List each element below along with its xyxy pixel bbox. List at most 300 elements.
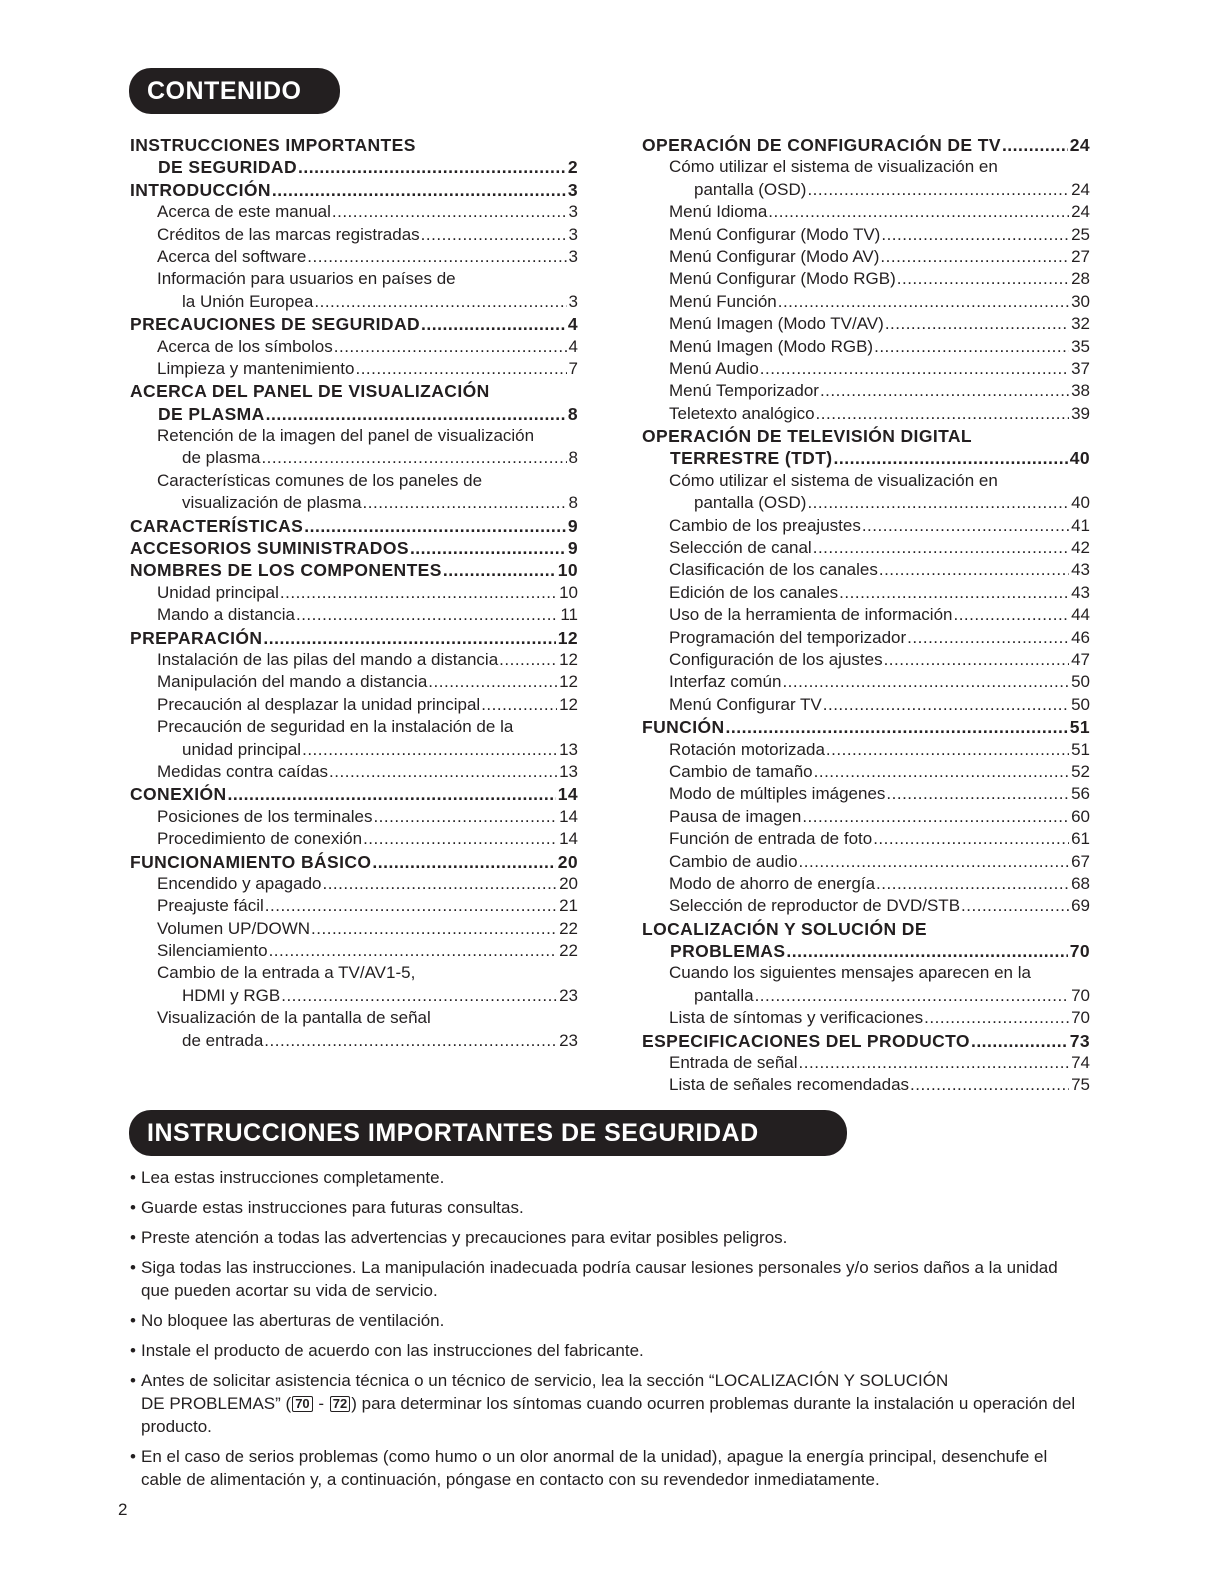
toc-subsection[interactable] (130, 895, 578, 917)
safety-item: • No bloquee las aberturas de ventilación. (130, 1309, 1090, 1332)
dot-leader (410, 537, 566, 559)
toc-entry-title: Rotación motorizada (669, 739, 825, 759)
toc-entry-page: 11 (560, 605, 578, 625)
toc-subsection[interactable] (130, 649, 578, 671)
dot-leader (953, 604, 1069, 626)
toc-entry-page: 23 (559, 1030, 578, 1050)
toc-entry-title: Información para usuarios en países de (157, 269, 456, 289)
toc-entry-title: Manipulación del mando a distancia (157, 672, 428, 692)
page-range-separator: - (313, 1394, 329, 1413)
toc-entry-title: Menú Imagen (Modo TV/AV) (669, 314, 884, 334)
toc-section[interactable] (642, 1030, 1090, 1052)
toc-entry-page: 4 (568, 336, 578, 356)
service-text-line2-end: ) para determinar los síntomas cuando ocurren problemas durante la instalación u operación del producto. (141, 1394, 1076, 1436)
toc-entry-page: 25 (1071, 224, 1090, 244)
toc-entry-page: 9 (567, 515, 578, 536)
toc-entry-page: 70 (1071, 1008, 1090, 1028)
toc-entry-title: Programación del temporizador (669, 627, 907, 647)
toc-entry-title: Cambio de tamaño (669, 761, 813, 781)
toc-section[interactable] (130, 515, 578, 537)
safety-instructions-list (130, 1166, 1090, 1498)
toc-entry-title: Volumen UP/DOWN (157, 918, 311, 938)
dot-leader (782, 671, 1069, 693)
toc-entry-page: 8 (567, 403, 578, 424)
toc-subsection[interactable] (130, 671, 578, 693)
toc-entry-page: 3 (568, 224, 578, 244)
dot-leader (807, 179, 1069, 201)
toc-subsection[interactable] (642, 470, 1090, 515)
dot-leader (813, 537, 1069, 559)
toc-entry-title: Limpieza y mantenimiento (157, 358, 355, 378)
toc-entry-title: FUNCIONAMIENTO BÁSICO (130, 851, 372, 872)
toc-entry-page: 10 (557, 560, 578, 581)
toc-entry-title: Pausa de imagen (669, 806, 802, 826)
dot-leader (778, 291, 1069, 313)
toc-entry-title: DE SEGURIDAD (158, 157, 297, 178)
dot-leader (481, 694, 557, 716)
toc-entry-page: 13 (559, 761, 578, 781)
toc-entry-page: 70 (1071, 985, 1090, 1005)
toc-subsection[interactable] (130, 828, 578, 850)
toc-entry-page: 14 (557, 784, 578, 805)
dot-leader (760, 358, 1069, 380)
toc-entry-page: 60 (1071, 806, 1090, 826)
toc-entry-title: Mando a distancia (157, 605, 295, 625)
dot-leader (755, 985, 1070, 1007)
dot-leader (307, 246, 566, 268)
dot-leader (881, 224, 1069, 246)
toc-entry-page: 37 (1071, 358, 1090, 378)
dot-leader (814, 761, 1069, 783)
toc-entry-page: 40 (1069, 448, 1090, 469)
toc-entry-title: pantalla (694, 985, 754, 1005)
toc-entry-title: OPERACIÓN DE CONFIGURACIÓN DE TV (642, 135, 1001, 155)
toc-subsection[interactable] (642, 873, 1090, 895)
toc-entry-title: Lista de síntomas y verificaciones (669, 1008, 924, 1028)
safety-item: • Guarde estas instrucciones para futuras consultas. (130, 1196, 1090, 1219)
toc-entry-title: Lista de señales recomendadas (669, 1075, 910, 1095)
toc-subsection[interactable] (642, 246, 1090, 268)
toc-entry-title: Menú Imagen (Modo RGB) (669, 336, 874, 356)
toc-entry-title: LOCALIZACIÓN Y SOLUCIÓN DE (642, 918, 927, 939)
toc-entry-title: Menú Temporizador (669, 381, 819, 401)
dot-leader (329, 761, 557, 783)
dot-leader (839, 582, 1069, 604)
toc-section[interactable] (642, 918, 1090, 963)
toc-entry-title: Cómo utilizar el sistema de visualización en (669, 157, 998, 177)
dot-leader (314, 291, 566, 313)
toc-entry-page: 50 (1071, 672, 1090, 692)
dot-leader (296, 604, 558, 626)
dot-leader (322, 873, 557, 895)
toc-entry-title: CONEXIÓN (130, 784, 227, 805)
dot-leader (443, 559, 556, 581)
toc-entry-title: visualización de plasma (182, 493, 362, 513)
dot-leader (228, 783, 556, 805)
dot-leader (302, 739, 557, 761)
toc-entry-title: PROBLEMAS (670, 941, 786, 962)
toc-subsection[interactable] (130, 224, 578, 246)
toc-subsection[interactable] (642, 559, 1090, 581)
toc-entry-page: 23 (559, 985, 578, 1005)
toc-entry-page: 42 (1071, 538, 1090, 558)
toc-entry-page: 51 (1069, 717, 1090, 738)
dot-leader (961, 895, 1069, 917)
dot-leader (311, 918, 557, 940)
toc-entry-title: unidad principal (182, 739, 302, 759)
toc-entry-title: Medidas contra caídas (157, 761, 329, 781)
dot-leader (886, 783, 1069, 805)
toc-subsection[interactable] (642, 268, 1090, 290)
toc-subsection[interactable] (130, 470, 578, 515)
toc-entry-title: Precaución de seguridad en la instalación de la (157, 717, 514, 737)
toc-subsection[interactable] (130, 201, 578, 223)
dot-leader (907, 627, 1069, 649)
toc-entry-page: 12 (559, 649, 578, 669)
toc-entry-page: 32 (1071, 314, 1090, 334)
toc-entry-title: Posiciones de los terminales (157, 806, 373, 826)
toc-entry-page: 46 (1071, 627, 1090, 647)
toc-entry-title: Clasificación de los canales (669, 560, 878, 580)
toc-subsection[interactable] (642, 380, 1090, 402)
safety-item: • Instale el producto de acuerdo con las instrucciones del fabricante. (130, 1339, 1090, 1362)
toc-entry-title: Modo de múltiples imágenes (669, 784, 886, 804)
toc-entry-page: 10 (559, 582, 578, 602)
toc-section[interactable] (642, 134, 1090, 156)
toc-entry-title: NOMBRES DE LOS COMPONENTES (130, 560, 442, 581)
toc-entry-title: Menú Función (669, 291, 777, 311)
toc-subsection[interactable] (130, 425, 578, 470)
toc-entry-title: CARACTERÍSTICAS (130, 515, 304, 536)
toc-entry-title: Encendido y apagado (157, 873, 322, 893)
toc-entry-title: Procedimiento de conexión (157, 829, 363, 849)
toc-entry-title: Menú Configurar (Modo AV) (669, 246, 880, 266)
toc-subsection[interactable] (642, 1074, 1090, 1096)
toc-entry-title: DE PLASMA (158, 403, 265, 424)
toc-entry-title: Cómo utilizar el sistema de visualización en (669, 470, 998, 490)
toc-entry-page: 3 (568, 202, 578, 222)
safety-item: • Lea estas instrucciones completamente. (130, 1166, 1090, 1189)
toc-subsection[interactable] (642, 694, 1090, 716)
dot-leader (266, 403, 566, 425)
toc-entry-page: 4 (567, 314, 578, 335)
toc-entry-title: Características comunes de los paneles de (157, 470, 483, 490)
toc-entry-page: 12 (557, 627, 578, 648)
toc-entry-title: Acerca de los símbolos (157, 336, 333, 356)
toc-subsection[interactable] (130, 694, 578, 716)
toc-entry-title: PREPARACIÓN (130, 627, 263, 648)
toc-entry-title: FUNCIÓN (642, 717, 725, 738)
toc-entry-title: de entrada (182, 1030, 264, 1050)
page-ref-from-icon[interactable]: 70 (292, 1396, 312, 1412)
page-ref-to-icon[interactable]: 72 (330, 1396, 350, 1412)
toc-entry-page: 52 (1071, 761, 1090, 781)
toc-entry-title: Cambio de los preajustes (669, 515, 861, 535)
toc-subsection[interactable] (642, 962, 1090, 1007)
dot-leader (355, 358, 566, 380)
safety-item: • En el caso de serios problemas (como humo o un olor anormal de la unidad), apague la energía principal, desenchufe el cable de alimentación y, a continuación, póngase en contacto con su revendedor inmediatamente. (130, 1445, 1090, 1491)
toc-entry-title: Instalación de las pilas del mando a distancia (157, 649, 499, 669)
toc-entry-page: 73 (1069, 1030, 1090, 1051)
toc-entry-page: 8 (568, 448, 578, 468)
toc-entry-title: Entrada de señal (669, 1053, 798, 1073)
dot-leader (799, 851, 1070, 873)
toc-subsection[interactable] (642, 336, 1090, 358)
toc-entry-title: Selección de canal (669, 538, 812, 558)
toc-entry-title: Menú Configurar TV (669, 694, 822, 714)
toc-subsection[interactable] (642, 649, 1090, 671)
toc-entry-page: 43 (1071, 560, 1090, 580)
toc-entry-title: Cambio de la entrada a TV/AV1-5, (157, 963, 416, 983)
dot-leader (820, 380, 1069, 402)
toc-entry-title: INTRODUCCIÓN (130, 179, 271, 200)
dot-leader (799, 1052, 1070, 1074)
toc-subsection[interactable] (642, 783, 1090, 805)
dot-leader (372, 851, 555, 873)
toc-subsection[interactable] (642, 671, 1090, 693)
toc-entry-page: 28 (1071, 269, 1090, 289)
toc-entry-title: ACERCA DEL PANEL DE VISUALIZACIÓN (130, 381, 490, 402)
dot-leader (971, 1030, 1068, 1052)
toc-section[interactable] (130, 627, 578, 649)
toc-entry-page: 51 (1071, 739, 1090, 759)
dot-leader (823, 694, 1069, 716)
service-text-line1: Antes de solicitar asistencia técnica o un técnico de servicio, lea la sección “LOCALIZACIÓN Y SOLUCIÓN (141, 1371, 949, 1390)
toc-entry-title: Menú Idioma (669, 202, 768, 222)
toc-entry-page: 14 (559, 806, 578, 826)
safety-heading: INSTRUCCIONES IMPORTANTES DE SEGURIDAD (129, 1110, 847, 1156)
toc-entry-page: 35 (1071, 336, 1090, 356)
toc-subsection[interactable] (130, 336, 578, 358)
dot-leader (298, 156, 566, 178)
dot-leader (786, 940, 1067, 962)
dot-leader (873, 828, 1069, 850)
dot-leader (802, 806, 1069, 828)
toc-entry-title: OPERACIÓN DE TELEVISIÓN DIGITAL (642, 426, 973, 447)
toc-entry-page: 22 (559, 918, 578, 938)
toc-section[interactable] (130, 537, 578, 559)
toc-entry-title: Unidad principal (157, 582, 279, 602)
toc-entry-title: Retención de la imagen del panel de visualización (157, 426, 535, 446)
toc-subsection[interactable] (130, 940, 578, 962)
toc-entry-title: Función de entrada de foto (669, 829, 873, 849)
toc-subsection[interactable] (642, 828, 1090, 850)
dot-leader (281, 985, 557, 1007)
dot-leader (768, 201, 1069, 223)
toc-entry-title: Edición de los canales (669, 582, 839, 602)
toc-subsection[interactable] (642, 358, 1090, 380)
toc-entry-title: Precaución al desplazar la unidad principal (157, 694, 481, 714)
toc-entry-page: 21 (559, 896, 578, 916)
toc-entry-title: Menú Audio (669, 358, 759, 378)
contents-heading: CONTENIDO (129, 68, 340, 114)
toc-subsection[interactable] (130, 761, 578, 783)
toc-subsection[interactable] (130, 806, 578, 828)
dot-leader (807, 492, 1069, 514)
toc-section[interactable] (130, 851, 578, 873)
toc-entry-title: Créditos de las marcas registradas (157, 224, 420, 244)
toc-entry-page: 27 (1071, 246, 1090, 266)
toc-entry-page: 12 (559, 672, 578, 692)
dot-leader (263, 627, 555, 649)
dot-leader (834, 447, 1068, 469)
toc-section[interactable] (130, 313, 578, 335)
toc-subsection[interactable] (130, 962, 578, 1007)
toc-subsection[interactable] (130, 716, 578, 761)
toc-entry-page: 24 (1069, 135, 1090, 155)
dot-leader (1002, 134, 1068, 156)
toc-subsection[interactable] (642, 201, 1090, 223)
toc-section[interactable] (642, 716, 1090, 738)
safety-item: • Siga todas las instrucciones. La manipulación inadecuada podría causar lesiones personales y/o serios daños a la unidad que pueden acortar su vida de servicio. (130, 1256, 1090, 1302)
toc-entry-page: 44 (1071, 605, 1090, 625)
toc-entry-title: ACCESORIOS SUMINISTRADOS (130, 538, 409, 559)
toc-entry-page: 40 (1071, 493, 1090, 513)
toc-entry-page: 56 (1071, 784, 1090, 804)
toc-entry-page: 3 (568, 291, 578, 311)
toc-subsection[interactable] (130, 246, 578, 268)
toc-subsection[interactable] (642, 1007, 1090, 1029)
dot-leader (876, 873, 1069, 895)
toc-entry-page: 3 (567, 179, 578, 200)
toc-entry-title: de plasma (182, 448, 261, 468)
toc-subsection[interactable] (642, 224, 1090, 246)
toc-subsection[interactable] (130, 1007, 578, 1052)
toc-entry-page: 20 (559, 873, 578, 893)
toc-subsection[interactable] (642, 1052, 1090, 1074)
toc-subsection[interactable] (642, 739, 1090, 761)
dot-leader (897, 268, 1069, 290)
dot-leader (421, 313, 566, 335)
page-number: 2 (118, 1500, 128, 1519)
toc-entry-page: 39 (1071, 403, 1090, 423)
dot-leader (265, 895, 557, 917)
toc-section[interactable] (642, 425, 1090, 470)
dot-leader (910, 1074, 1069, 1096)
toc-entry-page: 68 (1071, 873, 1090, 893)
dot-leader (332, 201, 567, 223)
toc-entry-page: 20 (557, 851, 578, 872)
toc-subsection[interactable] (130, 918, 578, 940)
toc-subsection[interactable] (130, 358, 578, 380)
dot-leader (261, 447, 566, 469)
dot-leader (884, 649, 1070, 671)
toc-entry-title: Modo de ahorro de energía (669, 873, 876, 893)
toc-right-column (642, 134, 1090, 1097)
toc-entry-title: Silenciamiento (157, 941, 268, 961)
toc-entry-page: 24 (1071, 202, 1090, 222)
toc-entry-title: Menú Configurar (Modo RGB) (669, 269, 896, 289)
dot-leader (816, 403, 1070, 425)
toc-section[interactable] (130, 380, 578, 425)
toc-entry-page: 67 (1071, 851, 1090, 871)
toc-entry-page: 12 (559, 694, 578, 714)
toc-entry-page: 9 (567, 538, 578, 559)
safety-item-service (130, 1369, 1090, 1438)
dot-leader (363, 492, 567, 514)
toc-entry-page: 41 (1071, 515, 1090, 535)
dot-leader (304, 515, 566, 537)
toc-entry-page: 43 (1071, 582, 1090, 602)
toc-subsection[interactable] (642, 604, 1090, 626)
toc-entry-title: Visualización de la pantalla de señal (157, 1008, 431, 1028)
dot-leader (879, 559, 1069, 581)
dot-leader (269, 940, 558, 962)
toc-entry-title: Acerca de este manual (157, 202, 331, 222)
toc-subsection[interactable] (642, 313, 1090, 335)
toc-entry-title: pantalla (OSD) (694, 179, 807, 199)
toc-entry-page: 3 (568, 246, 578, 266)
toc-subsection[interactable] (642, 627, 1090, 649)
toc-subsection[interactable] (130, 873, 578, 895)
dot-leader (421, 224, 567, 246)
dot-leader (499, 649, 557, 671)
dot-leader (264, 1030, 557, 1052)
toc-subsection[interactable] (642, 851, 1090, 873)
toc-section[interactable] (130, 179, 578, 201)
toc-subsection[interactable] (642, 895, 1090, 917)
toc-entry-page: 75 (1071, 1075, 1090, 1095)
toc-entry-title: Cambio de audio (669, 851, 798, 871)
toc-entry-page: 30 (1071, 291, 1090, 311)
toc-subsection[interactable] (642, 403, 1090, 425)
toc-subsection[interactable] (130, 268, 578, 313)
toc-entry-title: Uso de la herramienta de información (669, 605, 953, 625)
toc-entry-page: 69 (1071, 896, 1090, 916)
toc-section[interactable] (130, 134, 578, 179)
toc-subsection[interactable] (130, 604, 578, 626)
toc-entry-page: 14 (559, 829, 578, 849)
toc-entry-title: Preajuste fácil (157, 896, 264, 916)
toc-entry-title: Cuando los siguientes mensajes aparecen en la (669, 963, 1031, 983)
toc-subsection[interactable] (642, 537, 1090, 559)
toc-entry-title: Teletexto analógico (669, 403, 815, 423)
toc-entry-title: la Unión Europea (182, 291, 314, 311)
dot-leader (272, 179, 566, 201)
dot-leader (726, 716, 1068, 738)
safety-item: • Preste atención a todas las advertencias y precauciones para evitar posibles peligros. (130, 1226, 1090, 1249)
dot-leader (826, 739, 1069, 761)
toc-entry-page: 13 (559, 739, 578, 759)
toc-subsection[interactable] (642, 761, 1090, 783)
toc-entry-page: 74 (1071, 1053, 1090, 1073)
toc-entry-page: 24 (1071, 179, 1090, 199)
service-text-line2-start: DE PROBLEMAS” ( (141, 1394, 292, 1413)
toc-entry-title: TERRESTRE (TDT) (670, 448, 833, 469)
dot-leader (280, 582, 557, 604)
toc-entry-title: Interfaz común (669, 672, 782, 692)
dot-leader (373, 806, 557, 828)
toc-section[interactable] (130, 783, 578, 805)
toc-entry-title: ESPECIFICACIONES DEL PRODUCTO (642, 1030, 970, 1051)
dot-leader (874, 336, 1069, 358)
toc-entry-page: 47 (1071, 649, 1090, 669)
toc-entry-page: 38 (1071, 381, 1090, 401)
toc-subsection[interactable] (642, 806, 1090, 828)
dot-leader (885, 313, 1069, 335)
toc-subsection[interactable] (642, 156, 1090, 201)
toc-subsection[interactable] (642, 515, 1090, 537)
toc-entry-title: HDMI y RGB (182, 985, 281, 1005)
toc-entry-title: pantalla (OSD) (694, 493, 807, 513)
toc-subsection[interactable] (642, 582, 1090, 604)
toc-subsection[interactable] (642, 291, 1090, 313)
toc-entry-page: 70 (1069, 941, 1090, 962)
toc-section[interactable] (130, 559, 578, 581)
toc-entry-page: 22 (559, 941, 578, 961)
toc-subsection[interactable] (130, 582, 578, 604)
toc-entry-title: Menú Configurar (Modo TV) (669, 224, 881, 244)
